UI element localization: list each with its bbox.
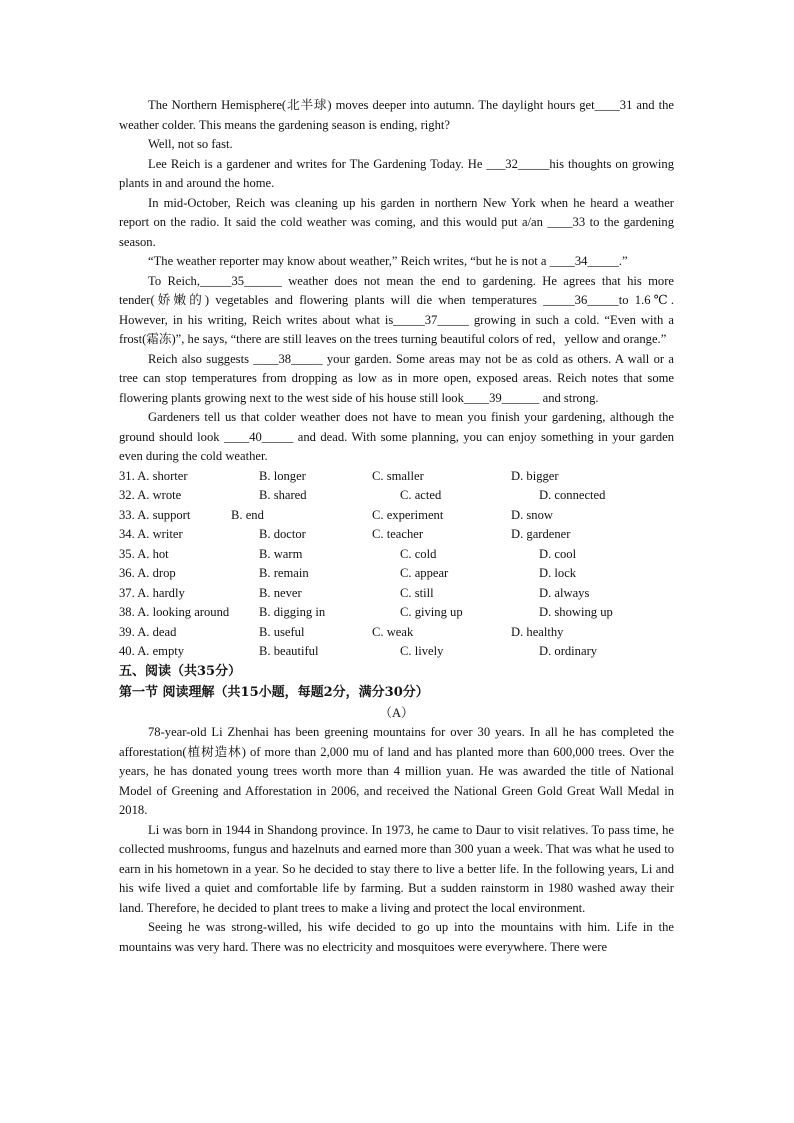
option-row-32 [119,486,674,506]
reading-passage [119,723,674,957]
option-a: 37. A. hardly [119,585,185,600]
cloze-paragraph-3: Lee Reich is a gardener and writes for The Gardening Today. He ___32_____his thoughts on growing plants in and around the home. [119,156,674,190]
cloze-paragraph-1: The Northern Hemisphere(北半球) moves deeper into autumn. The daylight hours get____31 and the weather colder. This means the gardening season is ending, right? [119,98,674,132]
option-a: 32. A. wrote [119,488,182,502]
option-c: C. giving up [400,605,463,619]
subsection-title: 第一节 阅读理解（共15小题，每题2分，满分30分） [119,685,429,700]
option-d: D. snow [511,507,553,522]
option-b: B. remain [259,566,309,580]
option-d: D. healthy [511,624,564,639]
passage-label: （A） [379,705,414,720]
option-c: C. acted [400,488,442,502]
option-d: D. always [539,585,590,600]
option-d: D. gardener [511,527,571,541]
document-page [119,96,674,957]
option-a: 36. A. drop [119,566,176,580]
answer-options [119,467,674,662]
option-a: 35. A. hot [119,546,169,561]
option-row-36 [119,564,674,584]
option-a: 38. A. looking around [119,605,230,619]
option-b: B. useful [259,624,305,639]
reading-paragraph-3: Seeing he was strong-willed, his wife decided to go up into the mountains with him. Life in the mountains was very hard. There was no electricity and mosquitoes were everywhere. There were [119,920,674,954]
option-d: D. bigger [511,468,559,483]
option-d: D. ordinary [539,644,598,658]
option-row-37 [119,584,674,604]
option-a: 33. A. support [119,507,191,522]
cloze-paragraph-7: Reich also suggests ____38_____ your garden. Some areas may not be as cold as others. A wall or a tree can stop temperatures from dropping as low as in more open, exposed areas. Reich notes that some flowering plants growing next to the west side of his house still look____39______ and strong. [119,351,674,405]
option-b: B. beautiful [259,644,319,658]
reading-paragraph-2: Li was born in 1944 in Shandong province. In 1973, he came to Daur to visit relatives. To pass time, he collected mushrooms, fungus and hazelnuts and earned more than 300 yuan a week. That was what he used to earn in his hometown in a year. So he decided to stay there to live a better life. In the following years, Li and his wife lived a quiet and comfortable life by farming. But a sudden rainstorm in 1980 washed away their land. Therefore, he decided to plant trees to make a living and protect the local environment. [119,822,674,915]
option-row-40 [119,642,674,662]
option-d: D. showing up [539,605,613,619]
option-a: 31. A. shorter [119,468,188,483]
option-c: C. weak [372,624,414,639]
option-row-34 [119,525,674,545]
option-b: B. longer [259,468,306,483]
option-a: 40. A. empty [119,644,185,658]
option-row-39 [119,623,674,643]
option-c: C. lively [400,644,444,658]
option-b: B. warm [259,546,303,561]
option-d: D. lock [539,566,577,580]
option-c: C. still [400,585,434,600]
option-c: C. experiment [372,507,444,522]
cloze-paragraph-6: To Reich,_____35______ weather does not mean the end to gardening. He agrees that his more tender(娇嫩的) vegetables and flowering plants will die when temperatures _____36_____to 1.6℃. However, in his writing, Reich writes about what is_____37_____ growing in such a cold. “Even with a frost(霜冻)”, he says, “there are still leaves on the trees turning beautiful colors of red，yellow and orange.” [119,273,674,346]
option-row-38 [119,603,674,623]
option-b: B. digging in [259,605,326,619]
option-c: C. cold [400,546,437,561]
option-row-35 [119,545,674,565]
option-c: C. teacher [372,527,424,541]
option-row-33 [119,506,674,526]
option-c: C. appear [400,566,449,580]
option-a: 39. A. dead [119,624,177,639]
section-title: 五、阅读（共35分） [119,663,242,679]
cloze-paragraph-2: Well, not so fast. [148,137,233,151]
option-d: D. connected [539,488,606,502]
cloze-paragraph-4: In mid-October, Reich was cleaning up his garden in northern New York when he heard a weather report on the radio. It said the cold weather was coming, and this would put a/an ____33 to the gardening season. [119,195,674,249]
option-c: C. smaller [372,468,424,483]
option-b: B. never [259,585,302,600]
option-b: B. doctor [259,527,306,541]
option-a: 34. A. writer [119,527,183,541]
cloze-paragraph-5: “The weather reporter may know about weather,” Reich writes, “but he is not a ____34_____.” [148,254,628,268]
option-b: B. end [231,507,264,522]
cloze-paragraph-8: Gardeners tell us that colder weather does not have to mean you finish your gardening, although the ground should look ____40_____ and dead. With some planning, you can enjoy something in your garden even during the cold weather. [119,410,674,463]
reading-paragraph-1: 78-year-old Li Zhenhai has been greening mountains for over 30 years. In all he has completed the afforestation(植树造林) of more than 2,000 mu of land and has planted more than 600,000 trees. Over the years, he has donated young trees worth more than 4 million yuan. He was awarded the title of National Model of Greening and Afforestation in 2006, and received the National Green Gold Great Wall Medal in 2018. [119,725,674,817]
option-row-31 [119,467,674,487]
option-d: D. cool [539,546,577,561]
cloze-passage [119,96,674,467]
option-b: B. shared [259,488,307,502]
